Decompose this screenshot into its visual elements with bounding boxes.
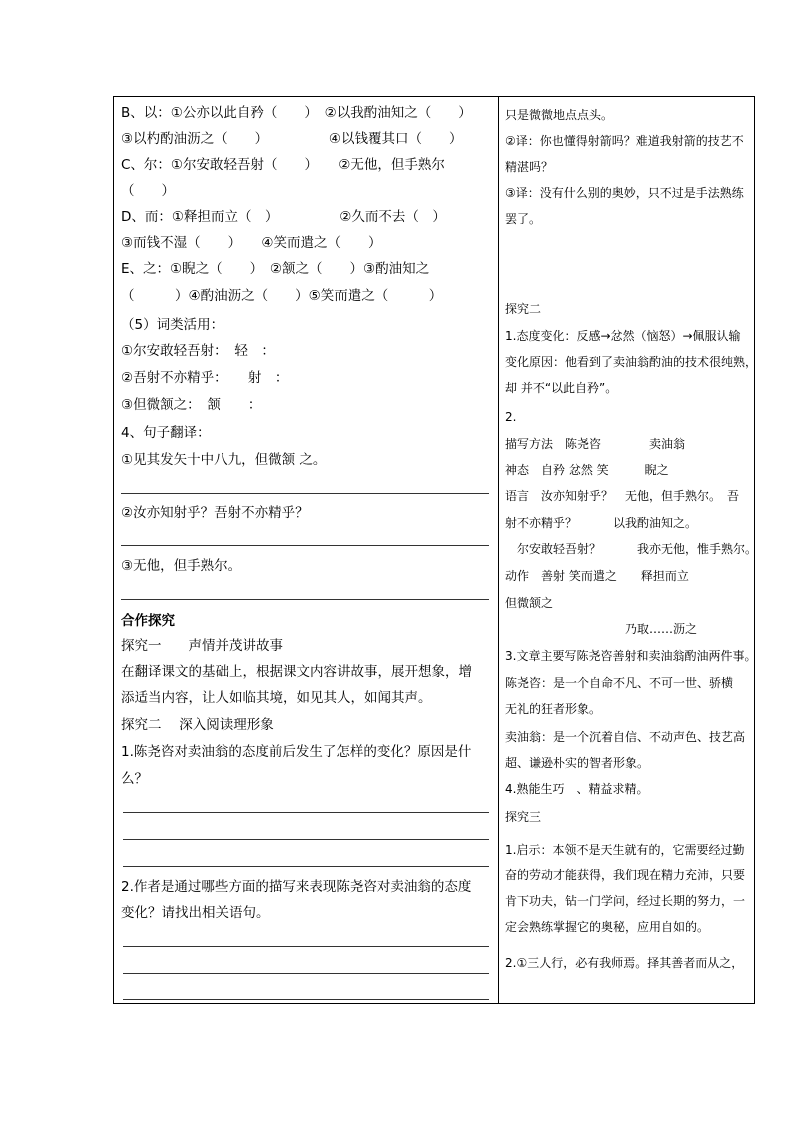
question-d-line-2: ③而钱不湿（ ） ④笑而遣之（ ） [121, 235, 382, 251]
answer-line [123, 839, 489, 840]
answer-text: 变化原因：他看到了卖油翁酌油的技术很纯熟， [505, 355, 758, 369]
question-c-line-1: C、尔：①尔安敢轻吾射（ ） ②无他，但手熟尔 [121, 157, 445, 173]
word-class-item-3: ③但微颔之： 颔 ： [121, 397, 262, 413]
answer-text: 陈尧咨：是一个自命不凡、不可一世、骄横 [505, 676, 734, 690]
answer-text: 罢了。 [505, 212, 542, 226]
answer-text: 神态 自矜 忿然 笑 睨之 [505, 463, 669, 477]
answer-line [123, 999, 489, 1000]
answer-text: ②译：你也懂得射箭吗？难道我射箭的技艺不 [505, 134, 744, 148]
answer-text: 1.启示：本领不是天生就有的，它需要经过勤 [505, 843, 745, 857]
question-d-line-1: D、而：①释担而立（ ） ②久而不去（ ） [121, 209, 446, 225]
answer-line [121, 599, 489, 600]
question-e-line-2: （ ）④酌油沥之（ ）⑤笑而遣之（ ） [121, 288, 443, 304]
explore-1-text-1: 在翻译课文的基础上，根据课文内容讲故事，展开想象，增 [121, 664, 472, 680]
answer-line [123, 973, 489, 974]
word-class-item-1: ①尔安敢轻吾射： 轻 ： [121, 343, 275, 359]
answer-text: 1.态度变化：反感→忿然（恼怒）→佩服认输 [505, 329, 741, 343]
translation-item-1: ①见其发矢十中八九，但微颔 之。 [121, 452, 327, 468]
explore-1-text-2: 添适当内容，让人如临其境，如见其人，如闻其声。 [121, 690, 432, 706]
answer-line [123, 812, 489, 813]
answer-text: 精湛吗？ [505, 160, 554, 174]
explore-2-q1-line-2: 么？ [121, 771, 148, 787]
explore-2-q1-line-1: 1.陈尧咨对卖油翁的态度前后发生了怎样的变化？原因是什 [121, 744, 472, 760]
answer-text: 却 并不“以此自矜”。 [505, 381, 618, 395]
word-class-item-2: ②吾射不亦精乎： 射 ： [121, 370, 289, 386]
worksheet-table [113, 96, 758, 1004]
translation-item-2: ②汝亦知射乎？吾射不亦精乎？ [121, 505, 309, 521]
question-e-line-1: E、之：①睨之（ ） ②颔之（ ）③酌油知之 [121, 261, 430, 277]
question-c-line-2: （ ） [121, 183, 175, 199]
answer-text: 语言 汝亦知射乎？ 无他，但手熟尔。 吾 [505, 489, 740, 503]
answer-text: 定会熟练掌握它的奥秘，应用自如的。 [505, 920, 710, 934]
explore-2-q2-line-1: 2.作者是通过哪些方面的描写来表现陈尧咨对卖油翁的态度 [121, 879, 472, 895]
section-title: 合作探究 [121, 613, 175, 629]
explore-1-title: 探究一 声情并茂讲故事 [121, 638, 283, 654]
explore-2-q2-line-2: 变化？请找出相关语句。 [121, 905, 270, 921]
answer-text: 超、谦逊朴实的智者形象。 [505, 756, 650, 770]
translation-item-3: ③无他，但手熟尔。 [121, 558, 242, 574]
column-divider [498, 97, 499, 1003]
explore-2-title: 探究二 深入阅读理形象 [121, 717, 274, 733]
word-class-heading: （5）词类活用： [121, 317, 225, 333]
answer-text: 肯下功夫，钻一门学问，经过长期的努力，一 [505, 894, 746, 908]
answer-text: 2.①三人行，必有我师焉。择其善者而从之， [505, 956, 744, 970]
answer-text: 乃取……沥之 [625, 622, 698, 636]
answer-line [121, 545, 489, 546]
translation-heading: 4、句子翻译： [121, 425, 211, 441]
answer-text: 射不亦精乎？ 以我酌油知之。 [505, 516, 698, 530]
answer-text: 奋的劳动才能获得，我们现在精力充沛，只要 [505, 868, 746, 882]
answer-text: 只是微微地点点头。 [505, 108, 614, 122]
answer-heading: 探究三 [505, 810, 542, 824]
answer-text: 3.文章主要写陈尧咨善射和卖油翁酌油两件事。 [505, 649, 757, 663]
question-b-line-1: B、以：①公亦以此自矜（ ） ②以我酌油知之（ ） [121, 105, 472, 121]
answer-line [123, 946, 489, 947]
question-b-line-2: ③以杓酌油沥之（ ） ④以钱覆其口（ ） [121, 131, 463, 147]
answer-text: 但微颔之 [505, 596, 554, 610]
answer-line [123, 866, 489, 867]
answer-text: 动作 善射 笑而遣之 释担而立 [505, 569, 689, 583]
answer-text: ③译：没有什么别的奥妙，只不过是手法熟练 [505, 186, 744, 200]
answer-text: 描写方法 陈尧咨 卖油翁 [505, 437, 686, 451]
answer-text: 无礼的狂者形象。 [505, 702, 602, 716]
answer-text: 4.熟能生巧 、精益求精。 [505, 782, 649, 796]
answer-heading: 探究二 [505, 302, 542, 316]
answer-line [121, 493, 489, 494]
answer-text: 2. [505, 410, 517, 424]
answer-text: 卖油翁：是一个沉着自信、不动声色、技艺高 [505, 730, 746, 744]
answer-text: 尔安敢轻吾射？ 我亦无他，惟手熟尔。 [505, 542, 758, 556]
